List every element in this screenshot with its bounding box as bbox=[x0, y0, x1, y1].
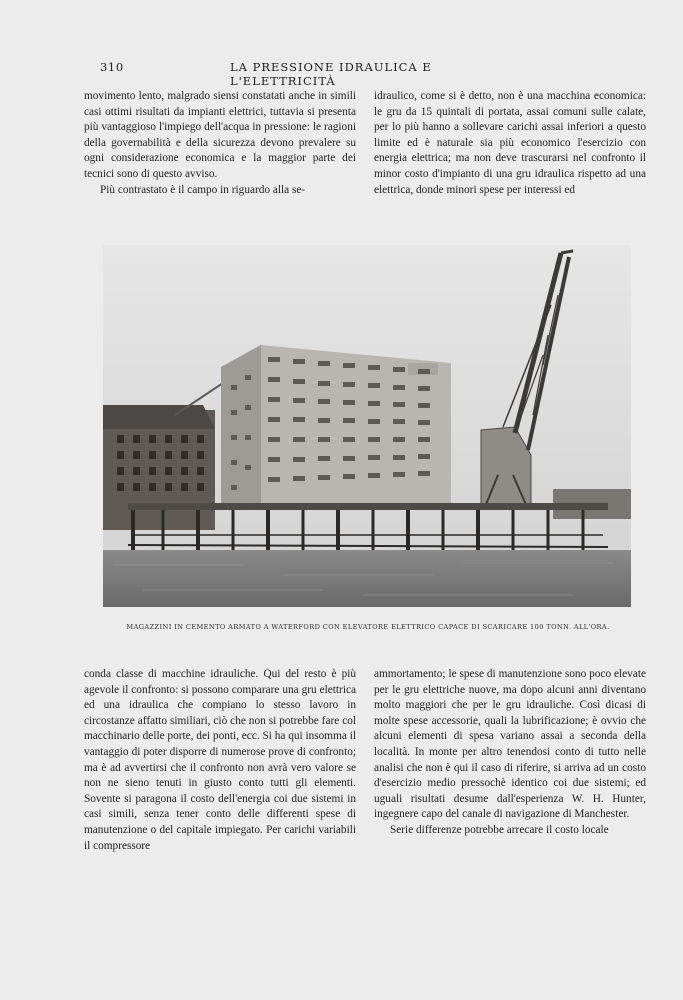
paragraph: idraulico, come si è detto, non è una macchina economica: le gru da 15 quintali di portata, assai comuni sulle calate, per lo più hanno a sollevare carichi assai inferiori a questo limite ed è naturale sia più economico l'esercizio con energia elettrica; ma non deve trascurarsi nel confronto il minor costo d'impianto di una gru idraulica rispetto ad una elettrica, donde minori spese per interessi ed bbox=[374, 90, 646, 196]
bottom-left-column bbox=[84, 667, 356, 854]
bottom-right-column bbox=[374, 667, 646, 839]
water bbox=[103, 550, 631, 607]
paragraph: Più contrastato è il campo in riguardo alla se- bbox=[100, 183, 306, 196]
running-title: LA PRESSIONE IDRAULICA E L'ELETTRICITÀ bbox=[230, 60, 432, 88]
page-number: 310 bbox=[100, 60, 124, 74]
paragraph: ammortamento; le spese di manutenzione sono poco elevate per le gru elettriche nuove, ma dopo alcuni anni diventano molto maggiori che per le gru idrauliche. Così dicasi di molte spese accessorie, quali la lubrificazione; è ovvio che alcuni elementi di spesa variano assai a seconda della località. In monte per altro tenendosi conto di tutto nelle analisi che non è qui il caso di riferire, si arriva ad un costo d'esercizio medio pressochè identico coi due sistemi; ed uguali risultati desume dall'esperienza W. H. Hunter, ingegnere capo del canale di navigazione di Manchester. bbox=[374, 668, 646, 821]
paragraph: movimento lento, malgrado siensi constatati anche in simili casi ottimi risultati da impianti elettrici, tuttavia si presenta più vantaggioso l'impiego dell'acqua in pressione: le ragioni della governabilità e della sicurezza devono prevalere su ogni considerazione economica e la maggior parte dei tecnici sono di questo avviso. bbox=[84, 90, 356, 180]
page-header bbox=[100, 60, 540, 88]
warehouse-photo bbox=[103, 245, 631, 607]
top-right-column bbox=[374, 89, 646, 198]
figure-caption: MAGAZZINI IN CEMENTO ARMATO A WATERFORD CON ELEVATORE ELETTRICO CAPACE DI SCARICARE 100 TONN. ALL'ORA. bbox=[126, 623, 610, 631]
paragraph: conda classe di macchine idrauliche. Qui del resto è più agevole il confronto: si possono comparare una gru elettrica ed una idraulica che compiano lo stesso lavoro in circostanze affatto similiari, ciò che non si potrebbe fare col macchinario delle porte, dei ponti, ecc. Si ha qui insomma il vantaggio di poter disporre di numerose prove di confronto; ma è ad avvertirsi che il confronto non avrà vero valore se non ne sieno tenuti in giusto conto tutti gli elementi. Sovente si paragona il costo dell'energia coi due sistemi in casi simili, senza tener conto delle differenti spese di manutenzione o del capitale impiegato. Per carichi variabili il compressore bbox=[84, 668, 356, 852]
concrete-warehouse bbox=[221, 345, 451, 507]
paragraph: Serie differenze potrebbe arrecare il costo locale bbox=[390, 823, 609, 836]
top-left-column bbox=[84, 89, 356, 198]
